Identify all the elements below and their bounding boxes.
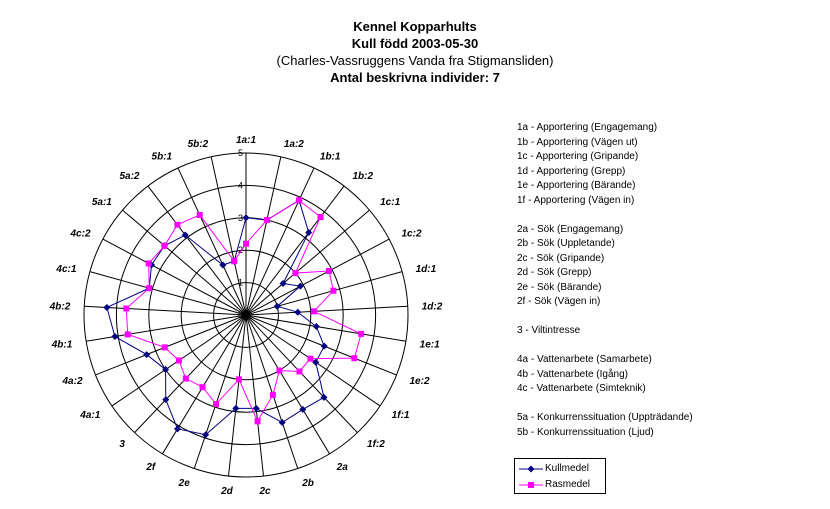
data-point-rasmedel [264, 217, 270, 223]
data-point-rasmedel [123, 306, 129, 312]
data-point-rasmedel [318, 214, 324, 220]
category-label: 2e [178, 477, 190, 489]
grid-spoke [103, 239, 246, 315]
legend-list-item: 1a - Apportering (Engagemang) [517, 122, 658, 133]
data-point-rasmedel [270, 392, 276, 398]
data-point-rasmedel [174, 222, 180, 228]
chart-subtitle-date: Kull född 2003-05-30 [351, 36, 479, 51]
grid-spoke [246, 239, 389, 315]
data-point-rasmedel [358, 331, 364, 337]
data-point-rasmedel [162, 344, 168, 350]
data-point-rasmedel [197, 212, 203, 218]
legend-marker-rasmedel [519, 480, 543, 490]
category-label: 1a:2 [283, 139, 304, 151]
chart-subtitle-count: Antal beskrivna individer: 7 [330, 70, 500, 85]
category-label: 5b:2 [187, 139, 209, 151]
legend-list-item: 4a - Vattenarbete (Samarbete) [517, 354, 652, 365]
category-label: 5a:2 [119, 170, 140, 182]
category-label: 1e:1 [419, 339, 440, 351]
category-label: 4b:1 [51, 339, 73, 351]
category-label: 2c [259, 485, 271, 497]
chart-title: Kennel Kopparhults [353, 19, 477, 34]
category-label: 2f [146, 461, 156, 473]
data-point-kullmedel [103, 304, 110, 311]
category-label: 4b:2 [49, 301, 71, 313]
legend-marker-kullmedel [519, 464, 543, 474]
chart-subtitle-parents: (Charles-Vassruggens Vanda fra Stigmansliden) [276, 53, 554, 68]
legend-label-kullmedel: Kullmedel [545, 463, 589, 474]
legend-list-item: 1e - Apportering (Bärande) [517, 180, 636, 191]
legend-list-gap [517, 310, 817, 325]
data-point-rasmedel [255, 418, 261, 424]
category-label: 4c:2 [70, 228, 91, 240]
data-point-rasmedel [311, 308, 317, 314]
data-point-rasmedel [351, 355, 357, 361]
legend-list-item: 5b - Konkurrenssituation (Ljud) [517, 426, 654, 438]
legend-label-rasmedel: Rasmedel [545, 479, 591, 490]
category-label: 1d:2 [421, 301, 443, 313]
legend-list-item: 1d - Apportering (Grepp) [517, 165, 626, 177]
data-point-rasmedel [183, 376, 189, 382]
grid-spoke [246, 306, 408, 315]
category-label: 1f:2 [367, 438, 385, 450]
tick-label: 5 [237, 148, 243, 158]
legend-list-item: 1c - Apportering (Gripande) [517, 151, 639, 162]
data-point-kullmedel [279, 419, 286, 426]
category-label: 4c:1 [56, 263, 77, 275]
category-label: 1b:2 [352, 170, 374, 182]
tick-label: 2 [237, 245, 243, 256]
legend-list-item: 2b - Sök (Uppletande) [517, 238, 615, 249]
legend-list-item: 2e - Sök (Bärande) [517, 281, 602, 293]
data-point-kullmedel [321, 343, 328, 350]
data-point-rasmedel [292, 270, 298, 276]
category-label: 1c:1 [380, 197, 401, 209]
legend-list-item: 4b - Vattenarbete (Igång) [517, 368, 628, 380]
data-point-rasmedel [276, 368, 282, 374]
legend-list-item: 4c - Vattenarbete (Simteknik) [517, 383, 646, 394]
category-label: 1c:2 [401, 228, 422, 240]
grid-spoke [246, 315, 298, 469]
data-point-rasmedel [326, 268, 332, 274]
data-point-rasmedel [307, 356, 313, 362]
legend-list-gap [517, 339, 817, 354]
data-point-kullmedel [253, 405, 260, 412]
data-point-rasmedel [146, 260, 152, 266]
data-point-rasmedel [330, 288, 336, 294]
data-point-kullmedel [243, 214, 250, 221]
legend-list-item: 2a - Sök (Engagemang) [517, 223, 624, 235]
grid-spoke [246, 210, 369, 315]
grid-spoke [194, 315, 246, 469]
data-point-kullmedel [299, 406, 306, 413]
data-point-rasmedel [231, 258, 237, 264]
category-label: 1a:1 [235, 135, 257, 146]
data-point-rasmedel [125, 331, 131, 337]
legend-list-item: 1b - Apportering (Vägen ut) [517, 136, 638, 148]
category-legend-list [517, 121, 817, 440]
category-label: 4a:2 [62, 376, 83, 388]
legend-list-gap [517, 397, 817, 412]
data-point-rasmedel [243, 241, 249, 247]
category-label: 1d:1 [415, 263, 437, 275]
category-label: 2b [302, 477, 314, 489]
data-point-rasmedel [200, 384, 206, 390]
data-point-rasmedel [296, 197, 302, 203]
legend-list-item: 2d - Sök (Grepp) [517, 267, 592, 278]
data-point-rasmedel [213, 401, 219, 407]
legend-list-item: 2c - Sök (Gripande) [517, 252, 605, 264]
category-label: 1b:1 [319, 151, 341, 163]
data-point-rasmedel [162, 243, 168, 249]
category-label: 3 [119, 438, 125, 450]
grid-spoke [123, 210, 246, 315]
series-legend [514, 458, 606, 494]
category-label: 1e:2 [409, 376, 430, 388]
category-label: 2d [221, 485, 233, 497]
legend-list-item: 5a - Konkurrenssituation (Uppträdande) [517, 412, 693, 423]
category-label: 5a:1 [91, 197, 112, 209]
tick-label: 4 [237, 180, 243, 191]
data-point-rasmedel [146, 285, 152, 291]
category-label: 4a:1 [80, 409, 101, 421]
category-label: 1f:1 [391, 409, 410, 421]
data-point-rasmedel [296, 368, 302, 374]
legend-list-gap [517, 208, 817, 223]
tick-label: 0 [237, 310, 243, 320]
legend-list-item: 2f - Sök (Vägen in) [517, 296, 601, 307]
category-label: 2a [336, 461, 348, 473]
data-point-rasmedel [176, 357, 182, 363]
tick-label: 1 [237, 277, 243, 288]
category-label: 5b:1 [151, 151, 173, 163]
grid-spoke [135, 315, 246, 433]
data-point-rasmedel [236, 376, 242, 382]
legend-list-item: 3 - Viltintresse [517, 325, 581, 336]
legend-list-item: 1f - Apportering (Vägen in) [517, 194, 635, 206]
tick-label: 3 [237, 212, 243, 223]
